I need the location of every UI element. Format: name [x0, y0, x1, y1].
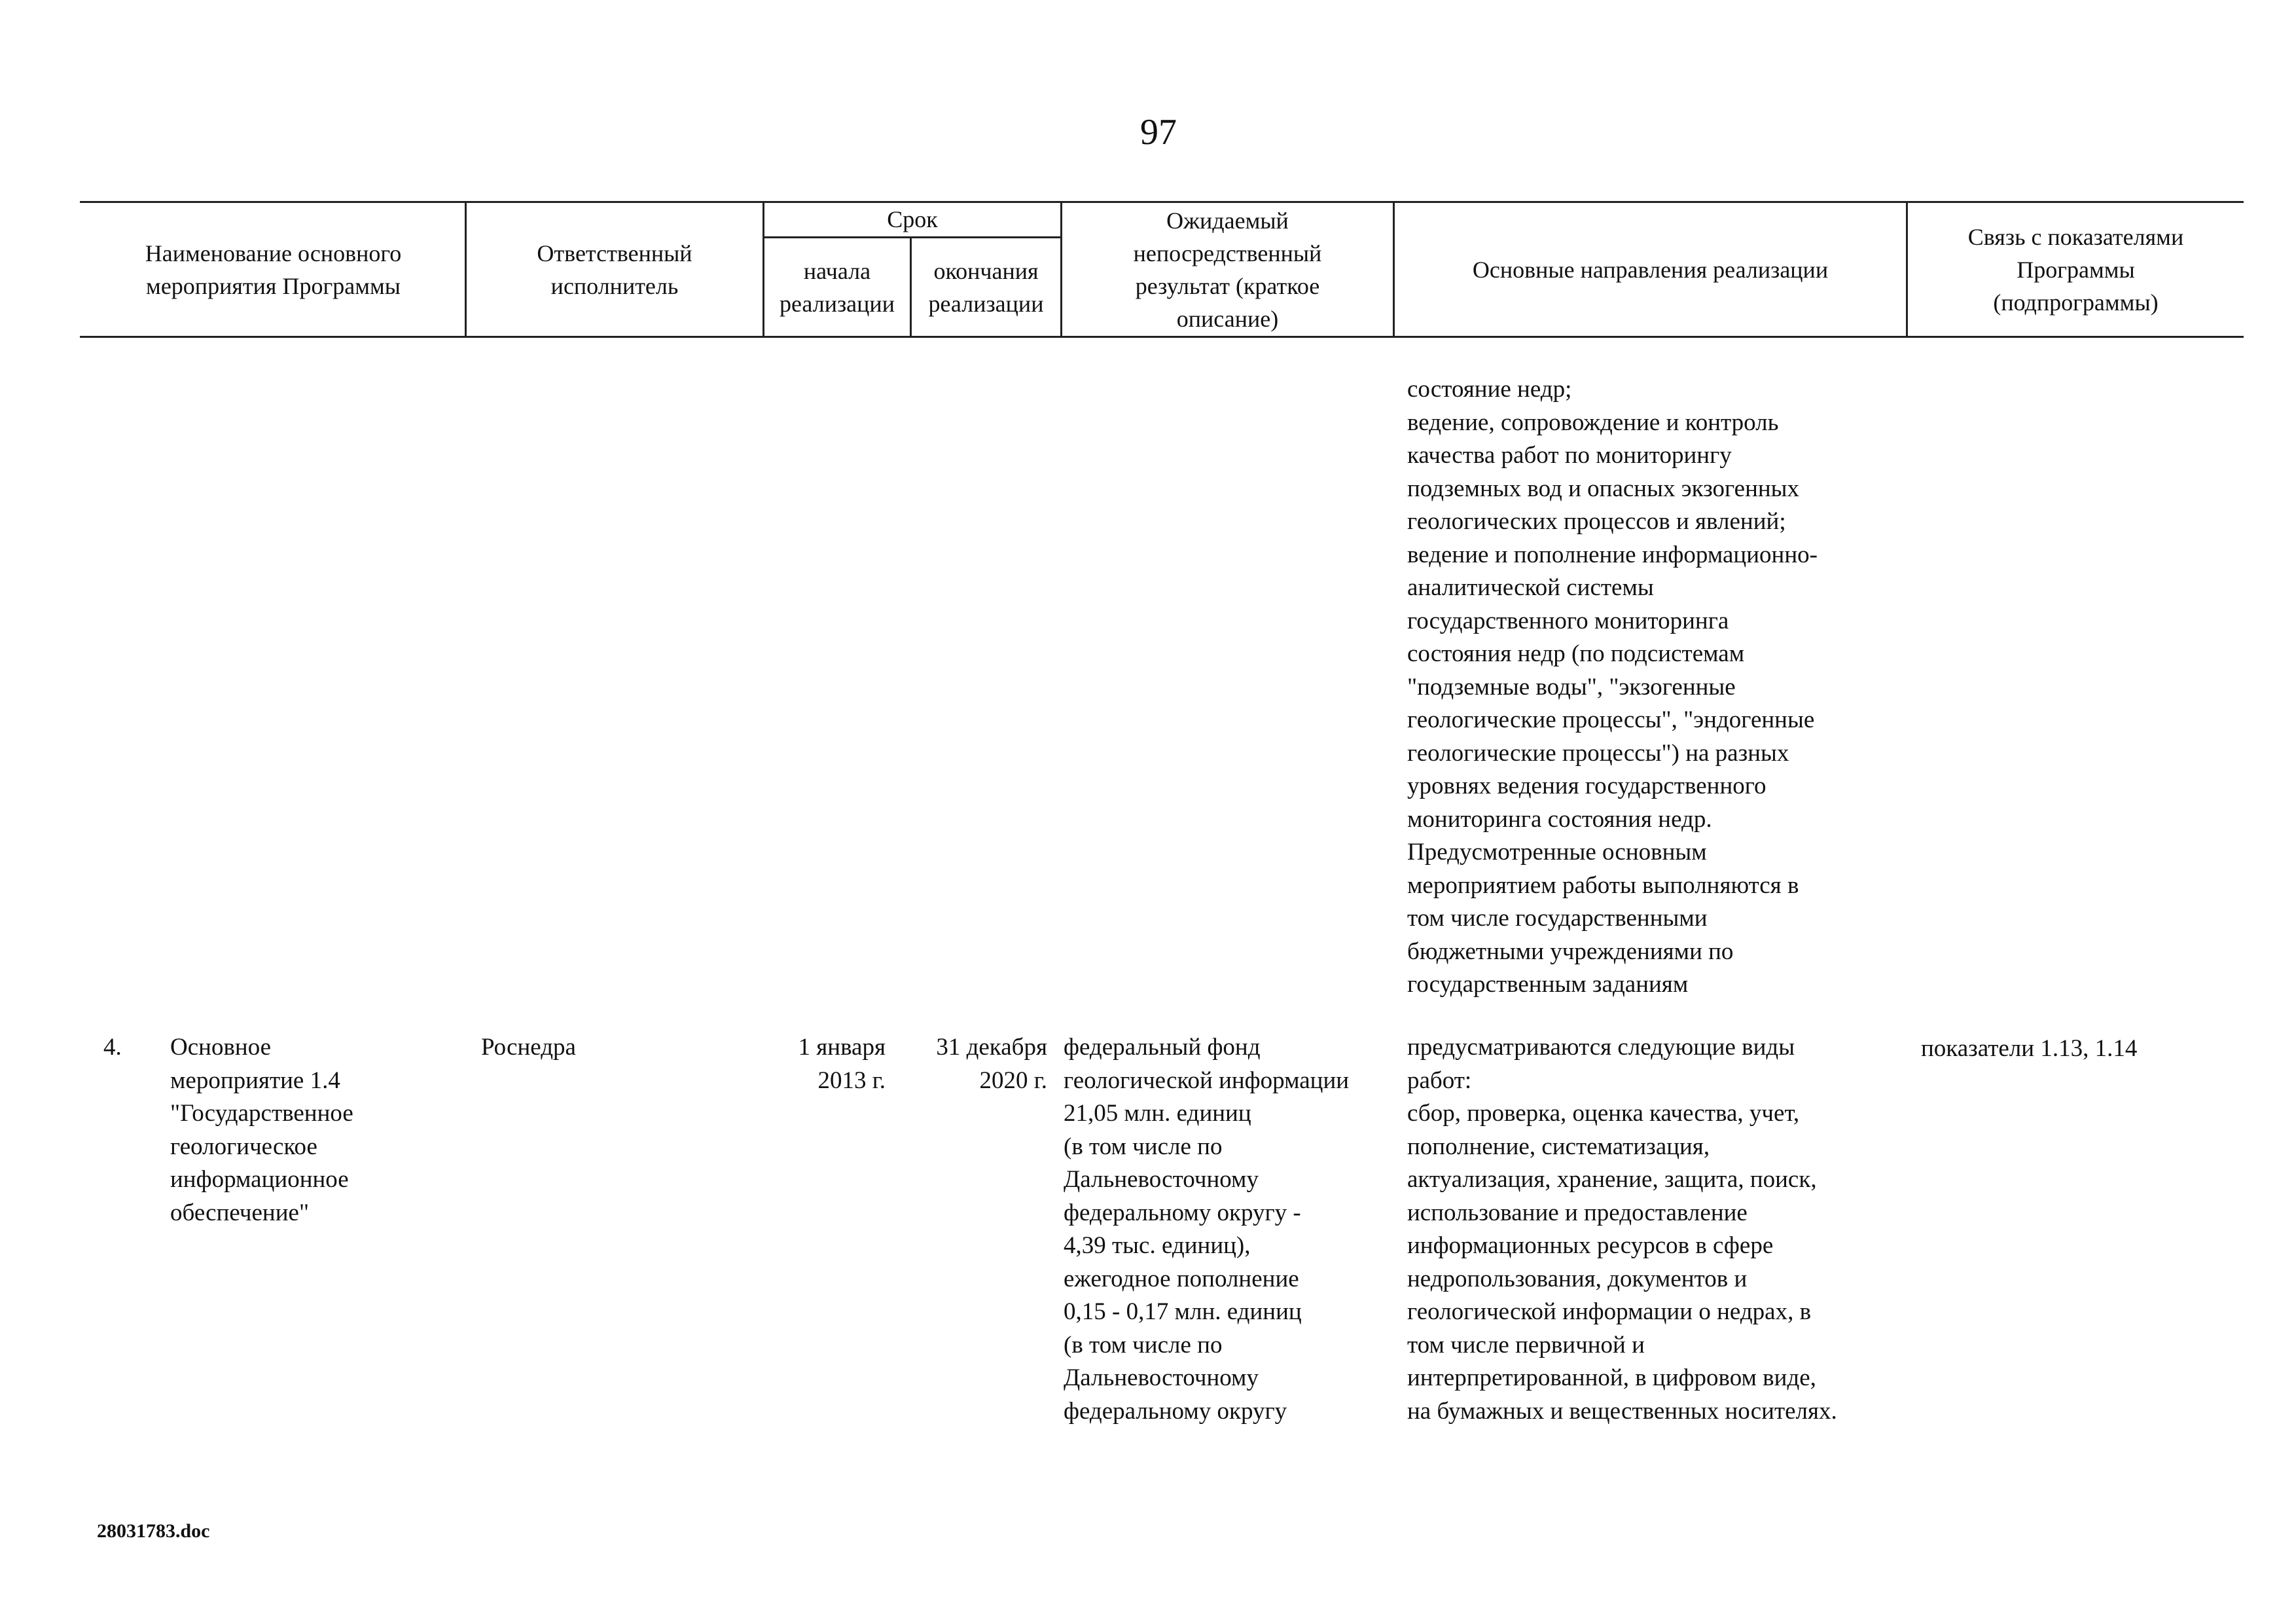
- page-number: 97: [1140, 112, 1177, 153]
- end-date: 31 декабря 2020 г.: [936, 1034, 1047, 1094]
- header-indicator-link: Связь с показателями Программы (подпрограммы): [1967, 224, 2184, 316]
- indicator-link: показатели 1.13, 1.14: [1921, 1035, 2138, 1062]
- continued-implementation-directions: состояние недр; ведение, сопровождение и контроль качества работ по мониторингу подземных вод и опасных экзогенных геологических процессов и явлений; ведение и пополнение информационно- аналитической системы государственного мониторинга состояния недр (по подсистемам "подземные воды", "экзогенные геологические процессы", "эндогенные геологические процессы") на разных уровнях ведения государственного мониторинга состояния недр. Предусмотренные основным мероприятием работы выполняются в том числе государственными бюджетными учреждениями по государственным заданиям: [1407, 376, 1818, 998]
- header-expected-result: Ожидаемый непосредственный результат (краткое описание): [1133, 208, 1322, 332]
- table-header-bottom-border: [80, 336, 2244, 338]
- header-implementation-directions: Основные направления реализации: [1472, 257, 1829, 283]
- responsible-executor: Роснедра: [481, 1034, 576, 1061]
- table-top-border: [80, 201, 2244, 203]
- header-start-date: начала реализации: [780, 258, 895, 317]
- document-filename: 28031783.doc: [97, 1520, 210, 1542]
- implementation-directions: предусматриваются следующие виды работ: сбор, проверка, оценка качества, учет, пополнение, систематизация, актуализация, хранение, защита, поиск, использование и предоставление информационных ресурсов в сфере недропользования, документов и геологической информации о недрах, в том числе первичной и интерпретированной, в цифровом виде, на бумажных и вещественных носителях.: [1407, 1034, 1837, 1425]
- expected-result: федеральный фонд геологической информации 21,05 млн. единиц (в том числе по Дальневосточному федеральному округу - 4,39 тыс. единиц), ежегодное пополнение 0,15 - 0,17 млн. единиц (в том числе по Дальневосточному федеральному округу: [1064, 1034, 1350, 1425]
- header-program-activity: Наименование основного мероприятия Программы: [145, 240, 402, 299]
- row-number: 4.: [103, 1034, 122, 1061]
- header-end-date: окончания реализации: [928, 258, 1044, 317]
- activity-name: Основное мероприятие 1.4 "Государственное геологическое информационное обеспечение": [170, 1034, 353, 1226]
- start-date: 1 января 2013 г.: [798, 1034, 886, 1094]
- header-responsible-executor: Ответственный исполнитель: [537, 240, 692, 299]
- header-term: Срок: [887, 206, 938, 232]
